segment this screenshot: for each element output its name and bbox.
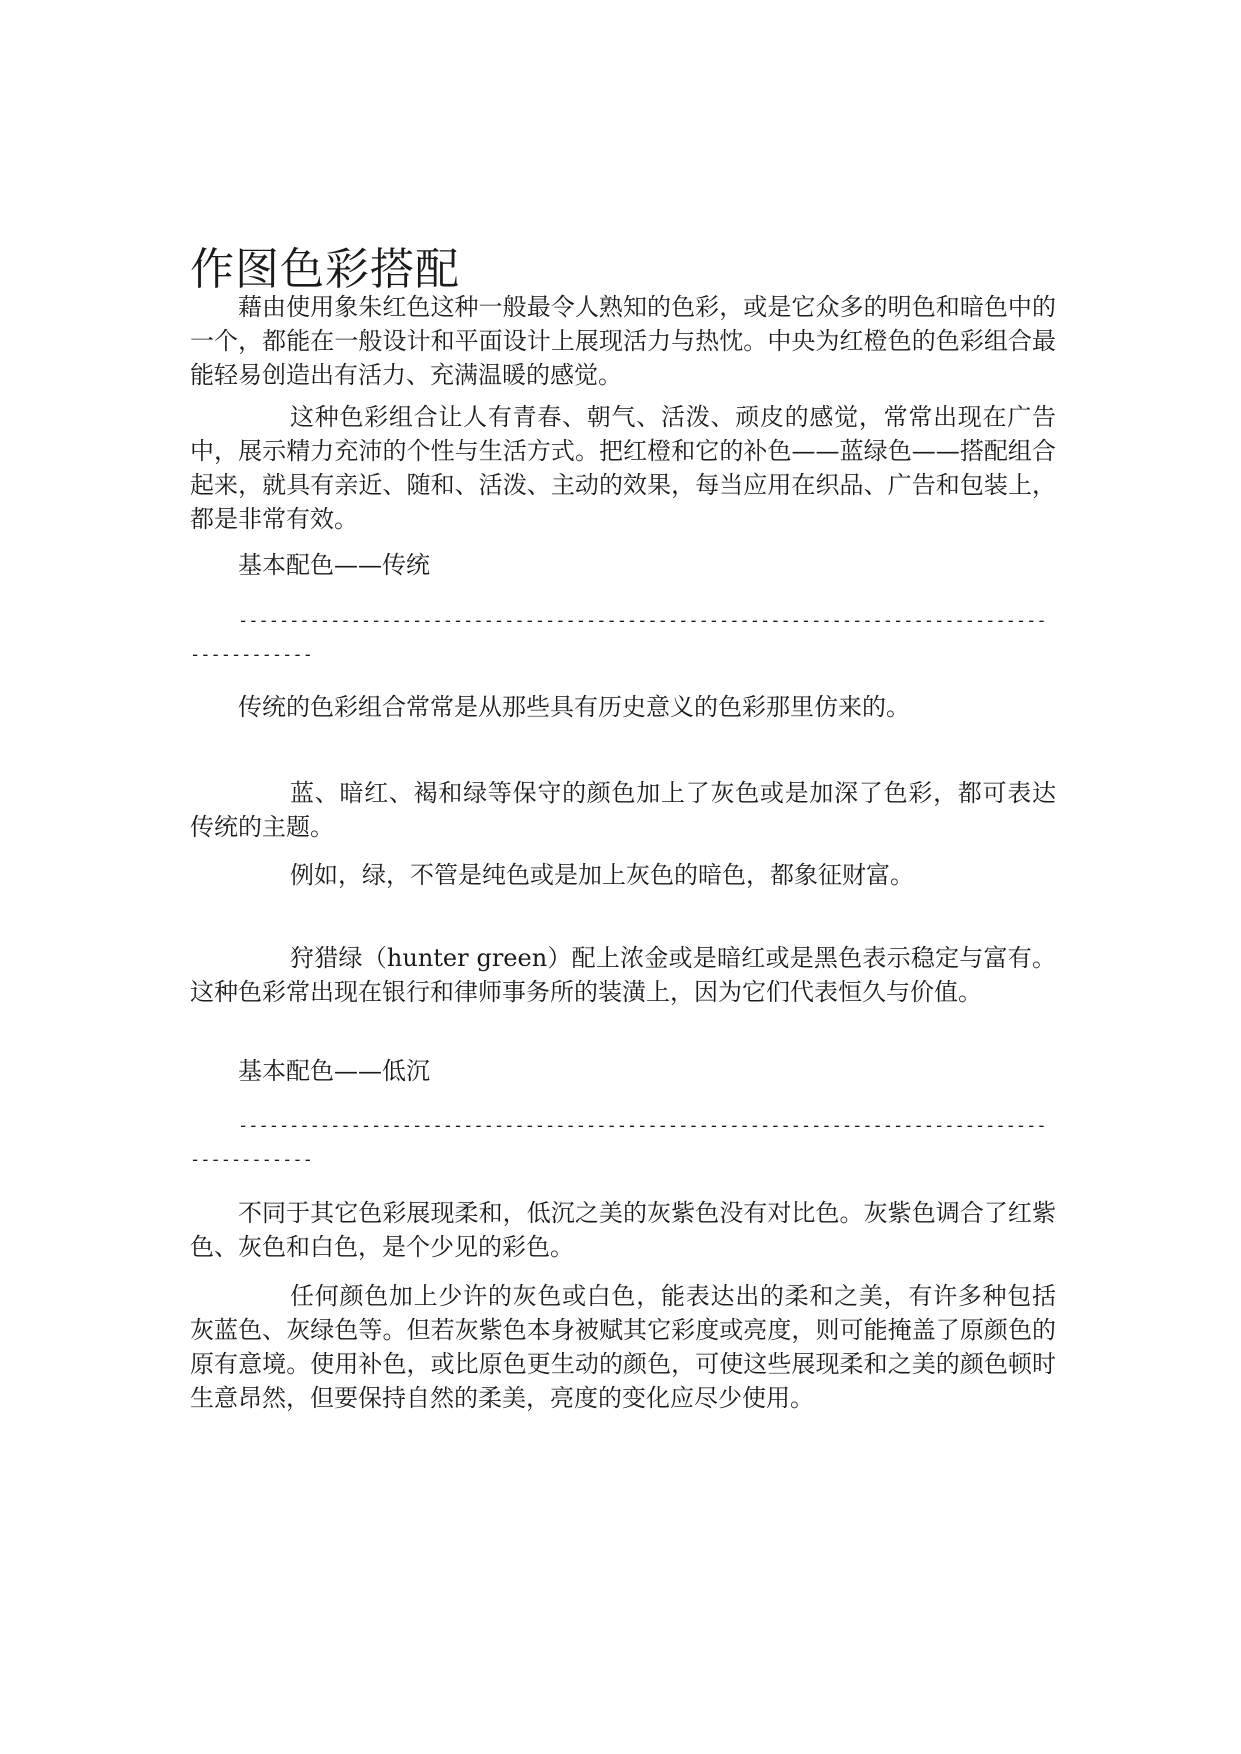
paragraph-7: 不同于其它色彩展现柔和，低沉之美的灰紫色没有对比色。灰紫色调合了红紫色、灰色和白色，是个少见的彩色。 bbox=[190, 1199, 1056, 1261]
paragraph-2: 这种色彩组合让人有青春、朝气、活泼、顽皮的感觉，常常出现在广告中，展示精力充沛的个性与生活方式。把红橙和它的补色——蓝绿色——搭配组合起来，就具有亲近、随和、活泼、主动的效果，每当应用在织品、广告和包装上，都是非常有效。 bbox=[190, 403, 1056, 533]
section-heading-traditional: 基本配色——传统 bbox=[238, 551, 430, 579]
paragraph-3: 传统的色彩组合常常是从那些具有历史意义的色彩那里仿来的。 bbox=[238, 693, 910, 721]
section-heading-subdued: 基本配色——低沉 bbox=[238, 1057, 430, 1085]
divider-dashes-1: ------------------------------------------------------------------------------------------- bbox=[190, 611, 1047, 665]
page-title: 作图色彩搭配 bbox=[190, 244, 460, 295]
paragraph-4: 蓝、暗红、褐和绿等保守的颜色加上了灰色或是加深了色彩，都可表达传统的主题。 bbox=[190, 779, 1056, 841]
paragraph-6: 狩猎绿（hunter green）配上浓金或是暗红或是黑色表示稳定与富有。这种色彩常出现在银行和律师事务所的装潢上，因为它们代表恒久与价值。 bbox=[190, 944, 1056, 1006]
divider-dashes-2: ------------------------------------------------------------------------------------------- bbox=[190, 1116, 1047, 1170]
paragraph-8: 任何颜色加上少许的灰色或白色，能表达出的柔和之美，有许多种包括灰蓝色、灰绿色等。但若灰紫色本身被赋其它彩度或亮度，则可能掩盖了原颜色的原有意境。使用补色，或比原色更生动的颜色，可使这些展现柔和之美的颜色顿时生意昂然，但要保持自然的柔美，亮度的变化应尽少使用。 bbox=[190, 1282, 1056, 1412]
paragraph-1: 藉由使用象朱红色这种一般最令人熟知的色彩，或是它众多的明色和暗色中的一个，都能在一般设计和平面设计上展现活力与热忱。中央为红橙色的色彩组合最能轻易创造出有活力、充满温暖的感觉。 bbox=[190, 293, 1056, 389]
paragraph-5: 例如，绿，不管是纯色或是加上灰色的暗色，都象征财富。 bbox=[290, 861, 914, 889]
document-page bbox=[190, 0, 1056, 1754]
